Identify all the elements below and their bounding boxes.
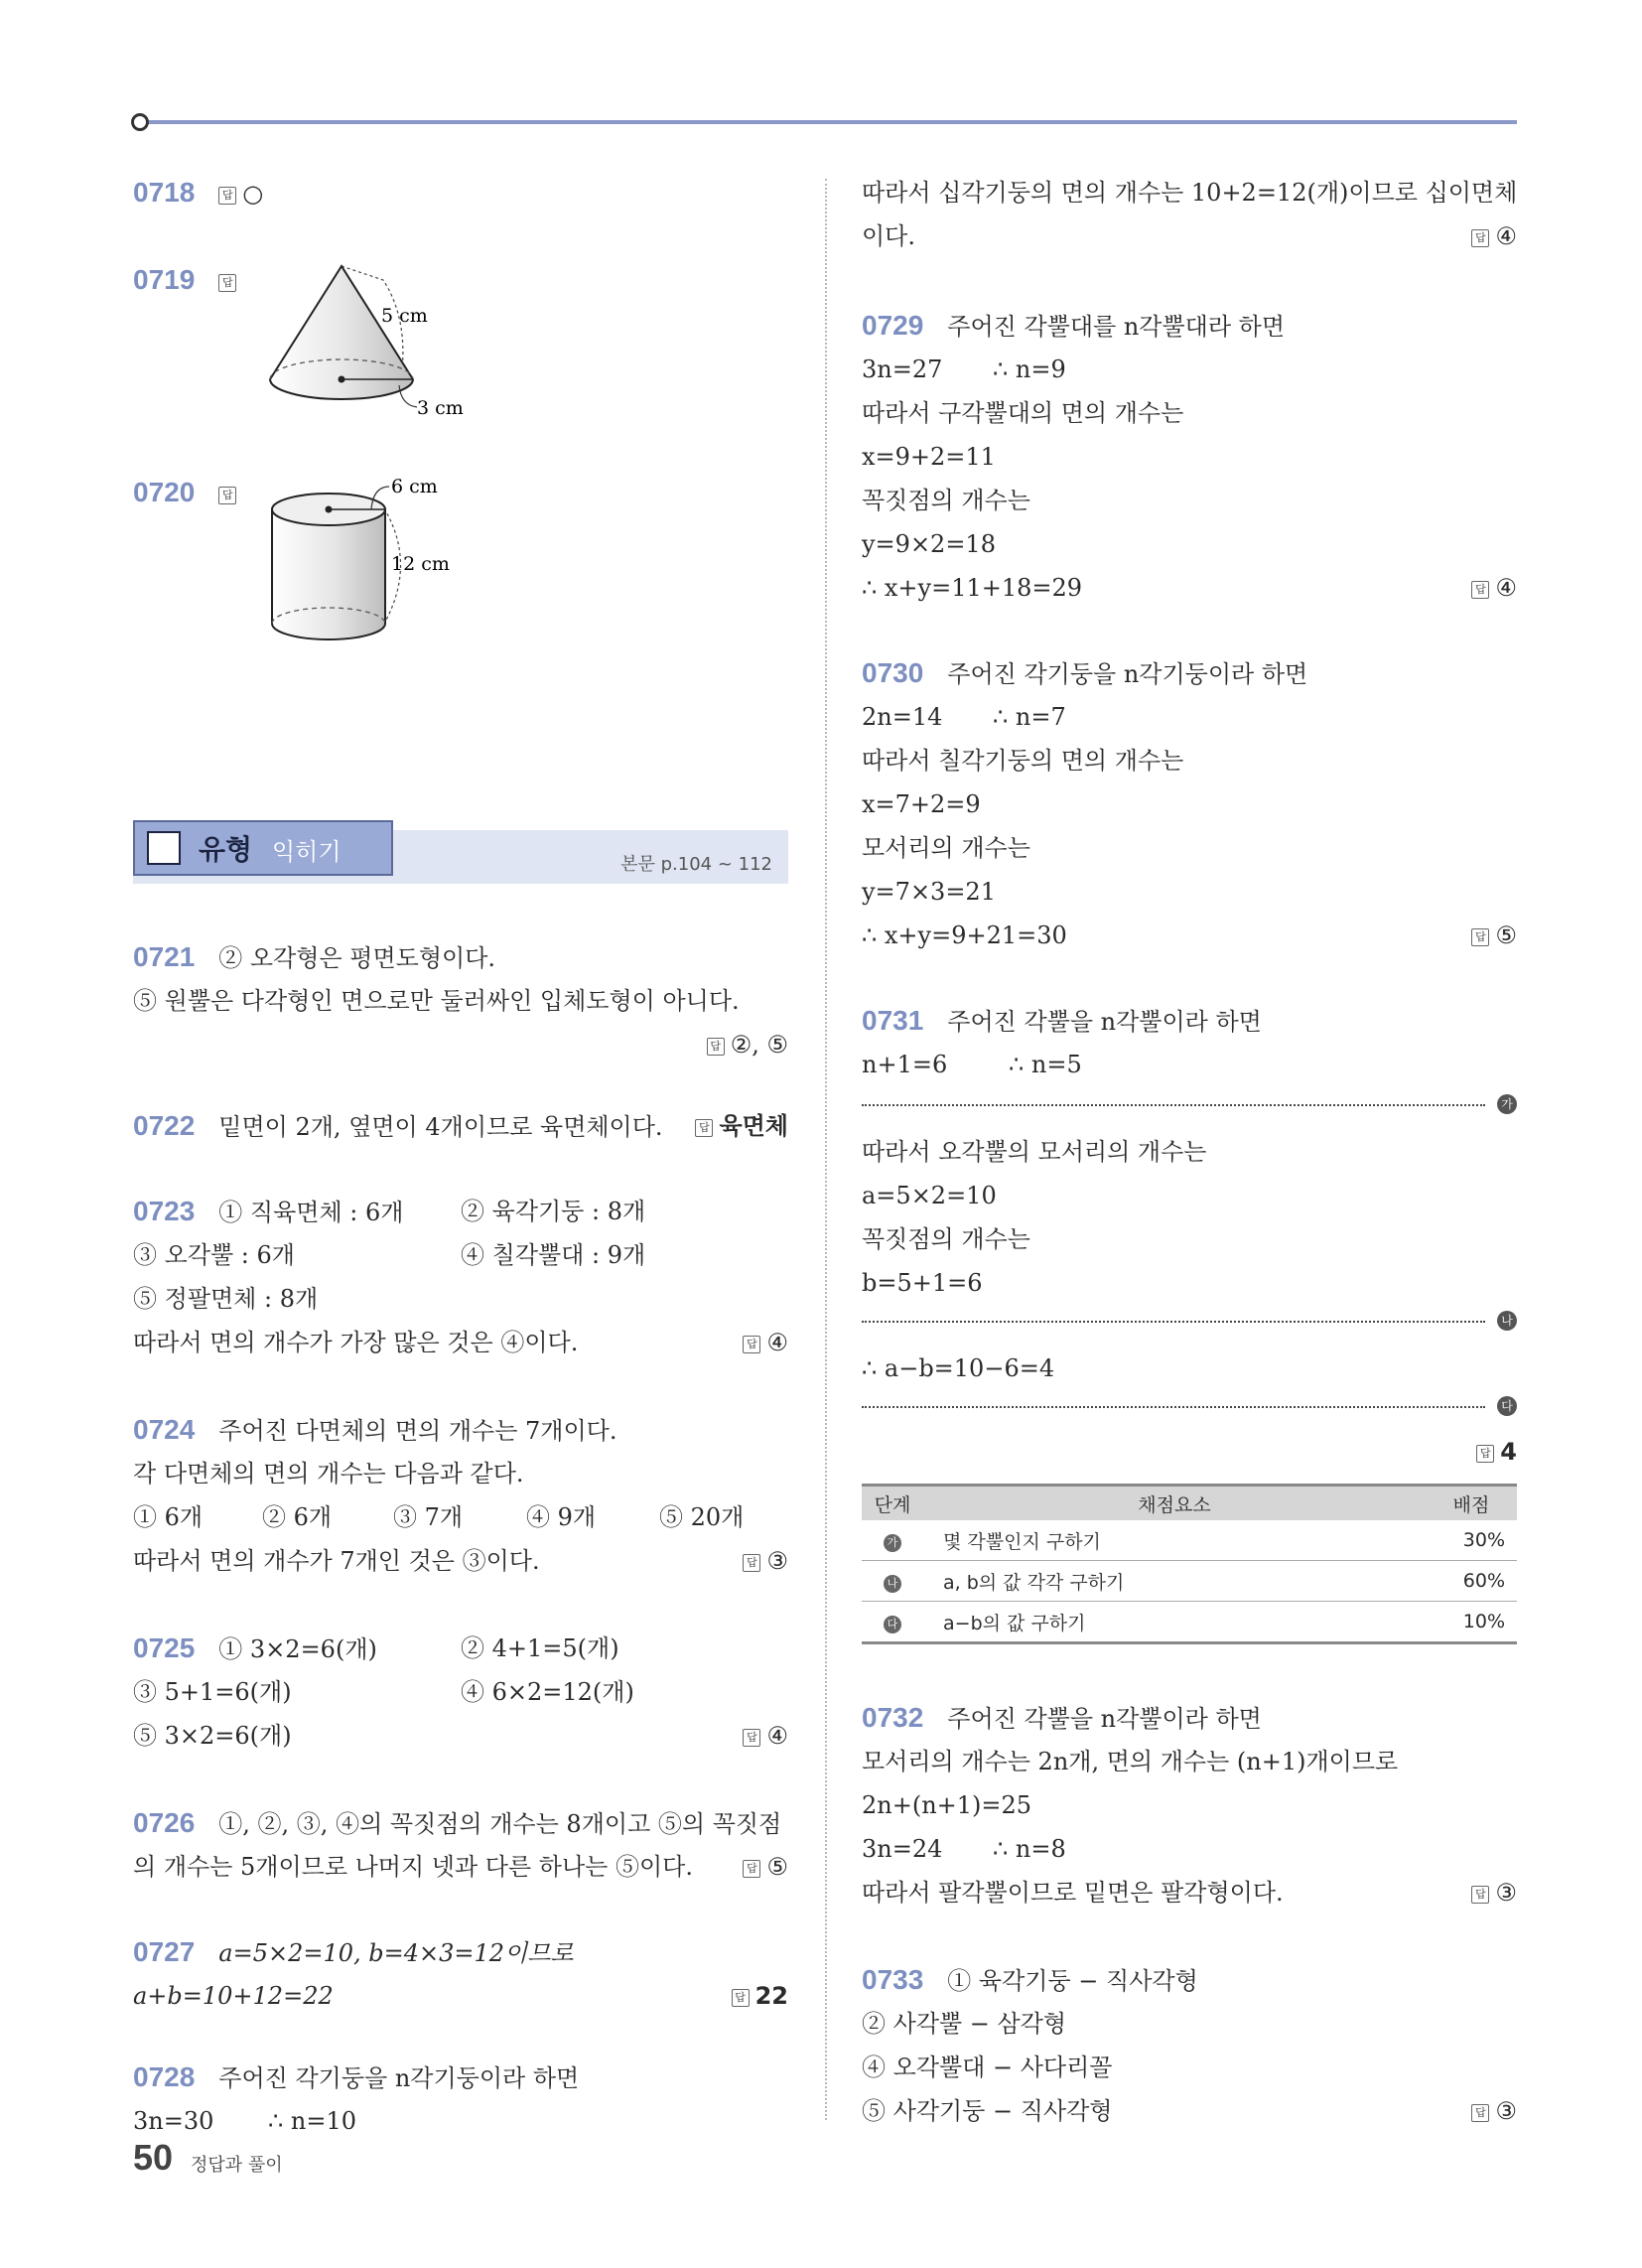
answer <box>1471 2089 1517 2133</box>
option: ① 직육면체 : 6개 <box>218 1199 404 1226</box>
problem-0718 <box>133 171 788 214</box>
answer-icon: 답 <box>218 187 236 205</box>
line: 따라서 면의 개수가 가장 많은 것은 ④이다. <box>133 1329 579 1356</box>
line: ∴ x+y=9+21=30 <box>862 921 1067 949</box>
problem-0727-line2 <box>133 1974 788 2018</box>
problem-0730-line7 <box>862 914 1517 957</box>
answer <box>743 1321 788 1364</box>
step-marker: 나 <box>884 1575 901 1593</box>
answer-value: ④ <box>766 1722 788 1750</box>
step-marker: 다 <box>884 1616 901 1633</box>
problem-0723 <box>133 1190 788 1233</box>
problem-0732-line5 <box>862 1871 1517 1914</box>
problem-0723-line4 <box>133 1321 788 1364</box>
option: ④ 칠각뿔대 : 9개 <box>461 1241 646 1269</box>
step-marker: 나 <box>1497 1311 1517 1331</box>
line: y=9×2=18 <box>862 530 996 558</box>
answer-value: ③ <box>766 1547 788 1575</box>
problem-0730-line6 <box>862 870 1517 914</box>
line: 따라서 오각뿔의 모서리의 개수는 <box>862 1138 1207 1166</box>
cone-figure <box>242 260 464 429</box>
line: 밑면이 2개, 옆면이 4개이므로 육면체이다. <box>218 1113 663 1141</box>
problem-number: 0719 <box>133 264 196 295</box>
problem-0729-line3 <box>862 391 1517 435</box>
problem-number: 0721 <box>133 941 196 972</box>
banner-page-ref: 본문 p.104 ~ 112 <box>620 854 772 875</box>
answer <box>732 1974 788 2018</box>
column-divider <box>825 179 827 2120</box>
problem-0730 <box>862 651 1517 695</box>
problem-0732-line3 <box>862 1783 1517 1827</box>
line: 주어진 각기둥을 n각기둥이라 하면 <box>218 2064 580 2092</box>
problem-0724-line4 <box>133 1539 788 1583</box>
line: ∴ n=10 <box>268 2107 357 2135</box>
line: ∴ n=7 <box>993 703 1066 731</box>
answer <box>1476 1430 1517 1474</box>
problem-0720 <box>133 471 788 514</box>
cone-slant-label: 5 cm <box>381 305 428 327</box>
table-cell: 10% <box>1426 1602 1517 1643</box>
problem-0733-line3 <box>862 2046 1517 2089</box>
line: 주어진 각뿔대를 n각뿔대라 하면 <box>947 313 1286 341</box>
line: ⑤ 사각기둥 − 직사각형 <box>862 2097 1113 2125</box>
step-separator <box>862 1104 1485 1106</box>
line: 모서리의 개수는 <box>862 834 1030 862</box>
answer-value: ②, ⑤ <box>730 1031 788 1059</box>
answer-icon: 답 <box>732 1989 750 2007</box>
answer-value: ③ <box>1495 2097 1517 2125</box>
problem-0723-line3 <box>133 1277 788 1321</box>
answer <box>1471 566 1517 610</box>
option: ② 육각기둥 : 8개 <box>461 1198 646 1225</box>
line: 2n+(n+1)=25 <box>862 1791 1032 1819</box>
table-cell: a−b의 값 구하기 <box>923 1602 1426 1643</box>
problem-0731-line6 <box>862 1261 1517 1305</box>
line: 주어진 다면체의 면의 개수는 7개이다. <box>218 1417 617 1445</box>
answer <box>707 1023 788 1066</box>
answer-icon: 답 <box>1476 1445 1494 1463</box>
line: 3n=24 <box>862 1835 943 1863</box>
problem-0730-line3 <box>862 739 1517 782</box>
option: ⑤ 3×2=6(개) <box>133 1722 292 1750</box>
line: 따라서 팔각뿔이므로 밑면은 팔각형이다. <box>862 1879 1284 1907</box>
answer-value: ④ <box>766 1329 788 1356</box>
answer-value: ④ <box>1495 574 1517 602</box>
answer <box>1471 214 1517 258</box>
line: n+1=6 <box>862 1051 948 1078</box>
problem-0731-line7 <box>862 1347 1517 1390</box>
option: ③ 7개 <box>393 1503 464 1531</box>
problem-number: 0724 <box>133 1414 196 1445</box>
problem-0725-line2 <box>133 1670 788 1714</box>
line: b=5+1=6 <box>862 1269 983 1297</box>
option: ⑤ 정팔면체 : 8개 <box>133 1285 319 1313</box>
problem-0732 <box>862 1696 1517 1740</box>
problem-0733 <box>862 1958 1517 2002</box>
problem-number: 0733 <box>862 1964 924 1995</box>
answer <box>1471 1871 1517 1914</box>
problem-0727 <box>133 1930 788 1974</box>
line: ② 사각뿔 − 삼각형 <box>862 2010 1067 2038</box>
line: a=5×2=10, b=4×3=12이므로 <box>218 1939 574 1967</box>
table-cell: 몇 각뿔인지 구하기 <box>923 1520 1426 1561</box>
problem-number: 0720 <box>133 477 196 507</box>
table-row <box>862 1520 1517 1561</box>
table-row <box>862 1602 1517 1643</box>
answer <box>743 1714 788 1758</box>
problem-0731-line2 <box>862 1043 1517 1086</box>
line: ∴ x+y=11+18=29 <box>862 574 1083 602</box>
header-rule <box>132 120 1517 124</box>
line: x=7+2=9 <box>862 790 981 818</box>
option: ④ 9개 <box>526 1503 597 1531</box>
problem-0729-line7 <box>862 566 1517 610</box>
line: 3n=30 <box>133 2107 214 2135</box>
step-separator <box>862 1406 1485 1408</box>
line: ⑤ 원뿔은 다각형인 면으로만 둘러싸인 입체도형이 아니다. <box>133 987 740 1015</box>
problem-0729 <box>862 304 1517 348</box>
line: ∴ n=9 <box>993 355 1066 383</box>
line: 따라서 면의 개수가 7개인 것은 ③이다. <box>133 1547 540 1575</box>
line: ④ 오각뿔대 − 사다리꼴 <box>862 2054 1113 2081</box>
table-cell: 60% <box>1426 1561 1517 1602</box>
answer <box>743 1845 788 1889</box>
line: 3n=27 <box>862 355 943 383</box>
problem-0721-answer-line <box>133 1023 788 1066</box>
problem-0731-line4 <box>862 1174 1517 1217</box>
line: 주어진 각뿔을 n각뿔이라 하면 <box>947 1705 1262 1733</box>
problem-0732-line4 <box>862 1827 1517 1871</box>
problem-0724-options <box>133 1495 788 1539</box>
step-separator <box>862 1321 1485 1323</box>
problem-0729-line4 <box>862 435 1517 479</box>
problem-number: 0732 <box>862 1702 924 1733</box>
answer-icon: 답 <box>1471 2104 1489 2122</box>
problem-0719 <box>133 258 788 302</box>
problem-0725-line3 <box>133 1714 788 1758</box>
answer-icon: 답 <box>1471 1886 1489 1904</box>
option: ② 6개 <box>262 1503 333 1531</box>
problem-0730-line2 <box>862 695 1517 739</box>
problem-0725 <box>133 1627 788 1670</box>
problem-0733-line4 <box>862 2089 1517 2133</box>
answer-icon: 답 <box>743 1860 760 1878</box>
problem-0724-line2 <box>133 1452 788 1495</box>
answer-icon: 답 <box>1471 229 1489 247</box>
answer-icon: 답 <box>1471 581 1489 599</box>
step-marker: 가 <box>884 1534 901 1552</box>
problem-0721-line2 <box>133 979 788 1023</box>
footer-label: 정답과 풀이 <box>191 2155 283 2176</box>
problem-number: 0723 <box>133 1196 196 1226</box>
problem-0733-line2 <box>862 2002 1517 2046</box>
line: 따라서 십각기둥의 면의 개수는 10+2=12(개)이므로 십이면체 <box>862 179 1518 207</box>
table-cell: a, b의 값 각각 구하기 <box>923 1561 1426 1602</box>
line: 따라서 구각뿔대의 면의 개수는 <box>862 399 1184 427</box>
table-header-cell: 배점 <box>1426 1486 1517 1521</box>
answer-value: ⑤ <box>766 1853 788 1881</box>
problem-number: 0725 <box>133 1632 196 1663</box>
answer-value: ⑤ <box>1495 921 1517 949</box>
option: ④ 6×2=12(개) <box>461 1678 634 1706</box>
problem-0723-line2 <box>133 1233 788 1277</box>
problem-0731 <box>862 999 1517 1043</box>
answer-value: 22 <box>754 1982 788 2010</box>
header-dot <box>131 113 149 131</box>
answer-icon: 답 <box>743 1729 760 1747</box>
line: 꼭짓점의 개수는 <box>862 487 1030 514</box>
answer: ○ <box>242 180 264 208</box>
line: 각 다면체의 면의 개수는 다음과 같다. <box>133 1460 524 1488</box>
table-cell: 30% <box>1426 1520 1517 1561</box>
answer <box>695 1104 788 1148</box>
line: ① 육각기둥 − 직사각형 <box>947 1967 1198 1995</box>
problem-0729-line2 <box>862 348 1517 391</box>
line: ∴ a−b=10−6=4 <box>862 1354 1055 1382</box>
answer-icon: 답 <box>707 1038 725 1056</box>
problem-0730-line5 <box>862 826 1517 870</box>
notebook-icon <box>147 831 181 865</box>
problem-number: 0730 <box>862 657 924 688</box>
table-header-cell: 단계 <box>862 1486 923 1521</box>
answer-icon: 답 <box>218 274 236 292</box>
answer-icon: 답 <box>695 1119 713 1137</box>
option: ① 6개 <box>133 1503 204 1531</box>
problem-number: 0731 <box>862 1005 924 1036</box>
answer-value: 육면체 <box>719 1112 788 1140</box>
cylinder-figure <box>242 473 450 651</box>
scoring-table <box>862 1484 1517 1644</box>
problem-0721 <box>133 935 788 979</box>
answer-icon: 답 <box>1471 928 1489 946</box>
table-header <box>862 1486 1517 1521</box>
problem-0731-answer-line <box>862 1430 1517 1474</box>
problem-0726-line2 <box>133 1845 788 1889</box>
problem-number: 0726 <box>133 1807 196 1838</box>
answer-value: ④ <box>1495 222 1517 250</box>
problem-number: 0722 <box>133 1110 196 1141</box>
banner-title: 유형 <box>199 833 253 866</box>
line: 주어진 각기둥을 n각기둥이라 하면 <box>947 660 1308 688</box>
problem-0728-line2 <box>133 2099 788 2143</box>
line: ② 오각형은 평면도형이다. <box>218 944 496 972</box>
banner-box <box>133 820 393 876</box>
answer-value: 4 <box>1500 1438 1517 1466</box>
problem-0728-continued-line2 <box>862 214 1517 258</box>
option: ③ 5+1=6(개) <box>133 1678 292 1706</box>
problem-0730-line4 <box>862 782 1517 826</box>
problem-0729-line6 <box>862 522 1517 566</box>
answer-icon: 답 <box>743 1554 760 1572</box>
cylinder-radius-label: 6 cm <box>391 476 438 497</box>
problem-0724 <box>133 1408 788 1452</box>
line: 꼭짓점의 개수는 <box>862 1225 1030 1253</box>
problem-0726 <box>133 1801 788 1845</box>
line: ①, ②, ③, ④의 꼭짓점의 개수는 8개이고 ⑤의 꼭짓점 <box>218 1810 782 1838</box>
problem-number: 0728 <box>133 2061 196 2092</box>
page-number: 50 <box>133 2137 174 2178</box>
line: 의 개수는 5개이므로 나머지 넷과 다른 하나는 ⑤이다. <box>133 1853 693 1881</box>
problem-0722 <box>133 1104 788 1148</box>
problem-0729-line5 <box>862 479 1517 522</box>
answer-icon: 답 <box>218 487 236 504</box>
problem-number: 0729 <box>862 310 924 341</box>
problem-number: 0727 <box>133 1936 196 1967</box>
problem-number: 0718 <box>133 177 196 208</box>
cylinder-height-label: 12 cm <box>391 553 450 575</box>
option: ③ 오각뿔 : 6개 <box>133 1241 295 1269</box>
problem-0728 <box>133 2055 788 2099</box>
line: 주어진 각뿔을 n각뿔이라 하면 <box>947 1008 1262 1036</box>
banner-subtitle: 익히기 <box>272 838 342 866</box>
step-marker: 가 <box>1497 1094 1517 1114</box>
line: a+b=10+12=22 <box>133 1982 334 2010</box>
answer-icon: 답 <box>743 1336 760 1353</box>
line: 모서리의 개수는 2n개, 면의 개수는 (n+1)개이므로 <box>862 1748 1399 1775</box>
line: x=9+2=11 <box>862 443 996 471</box>
step-marker: 다 <box>1497 1396 1517 1416</box>
line: y=7×3=21 <box>862 878 996 906</box>
problem-0732-line2 <box>862 1740 1517 1783</box>
line: a=5×2=10 <box>862 1182 997 1209</box>
problem-0731-line3 <box>862 1130 1517 1174</box>
table-row <box>862 1561 1517 1602</box>
line: ∴ n=8 <box>993 1835 1066 1863</box>
line: 2n=14 <box>862 703 943 731</box>
line: ∴ n=5 <box>1009 1051 1082 1078</box>
answer <box>743 1539 788 1583</box>
answer <box>1471 914 1517 957</box>
line: 이다. <box>862 222 915 250</box>
problem-0728-continued <box>862 171 1517 214</box>
answer-value: ③ <box>1495 1879 1517 1907</box>
line: 따라서 칠각기둥의 면의 개수는 <box>862 747 1184 775</box>
cone-radius-label: 3 cm <box>417 397 464 419</box>
option: ② 4+1=5(개) <box>461 1634 619 1662</box>
table-header-cell: 채점요소 <box>923 1486 1426 1521</box>
option: ① 3×2=6(개) <box>218 1635 377 1663</box>
section-banner <box>133 820 788 890</box>
option: ⑤ 20개 <box>659 1503 745 1531</box>
problem-0731-line5 <box>862 1217 1517 1261</box>
